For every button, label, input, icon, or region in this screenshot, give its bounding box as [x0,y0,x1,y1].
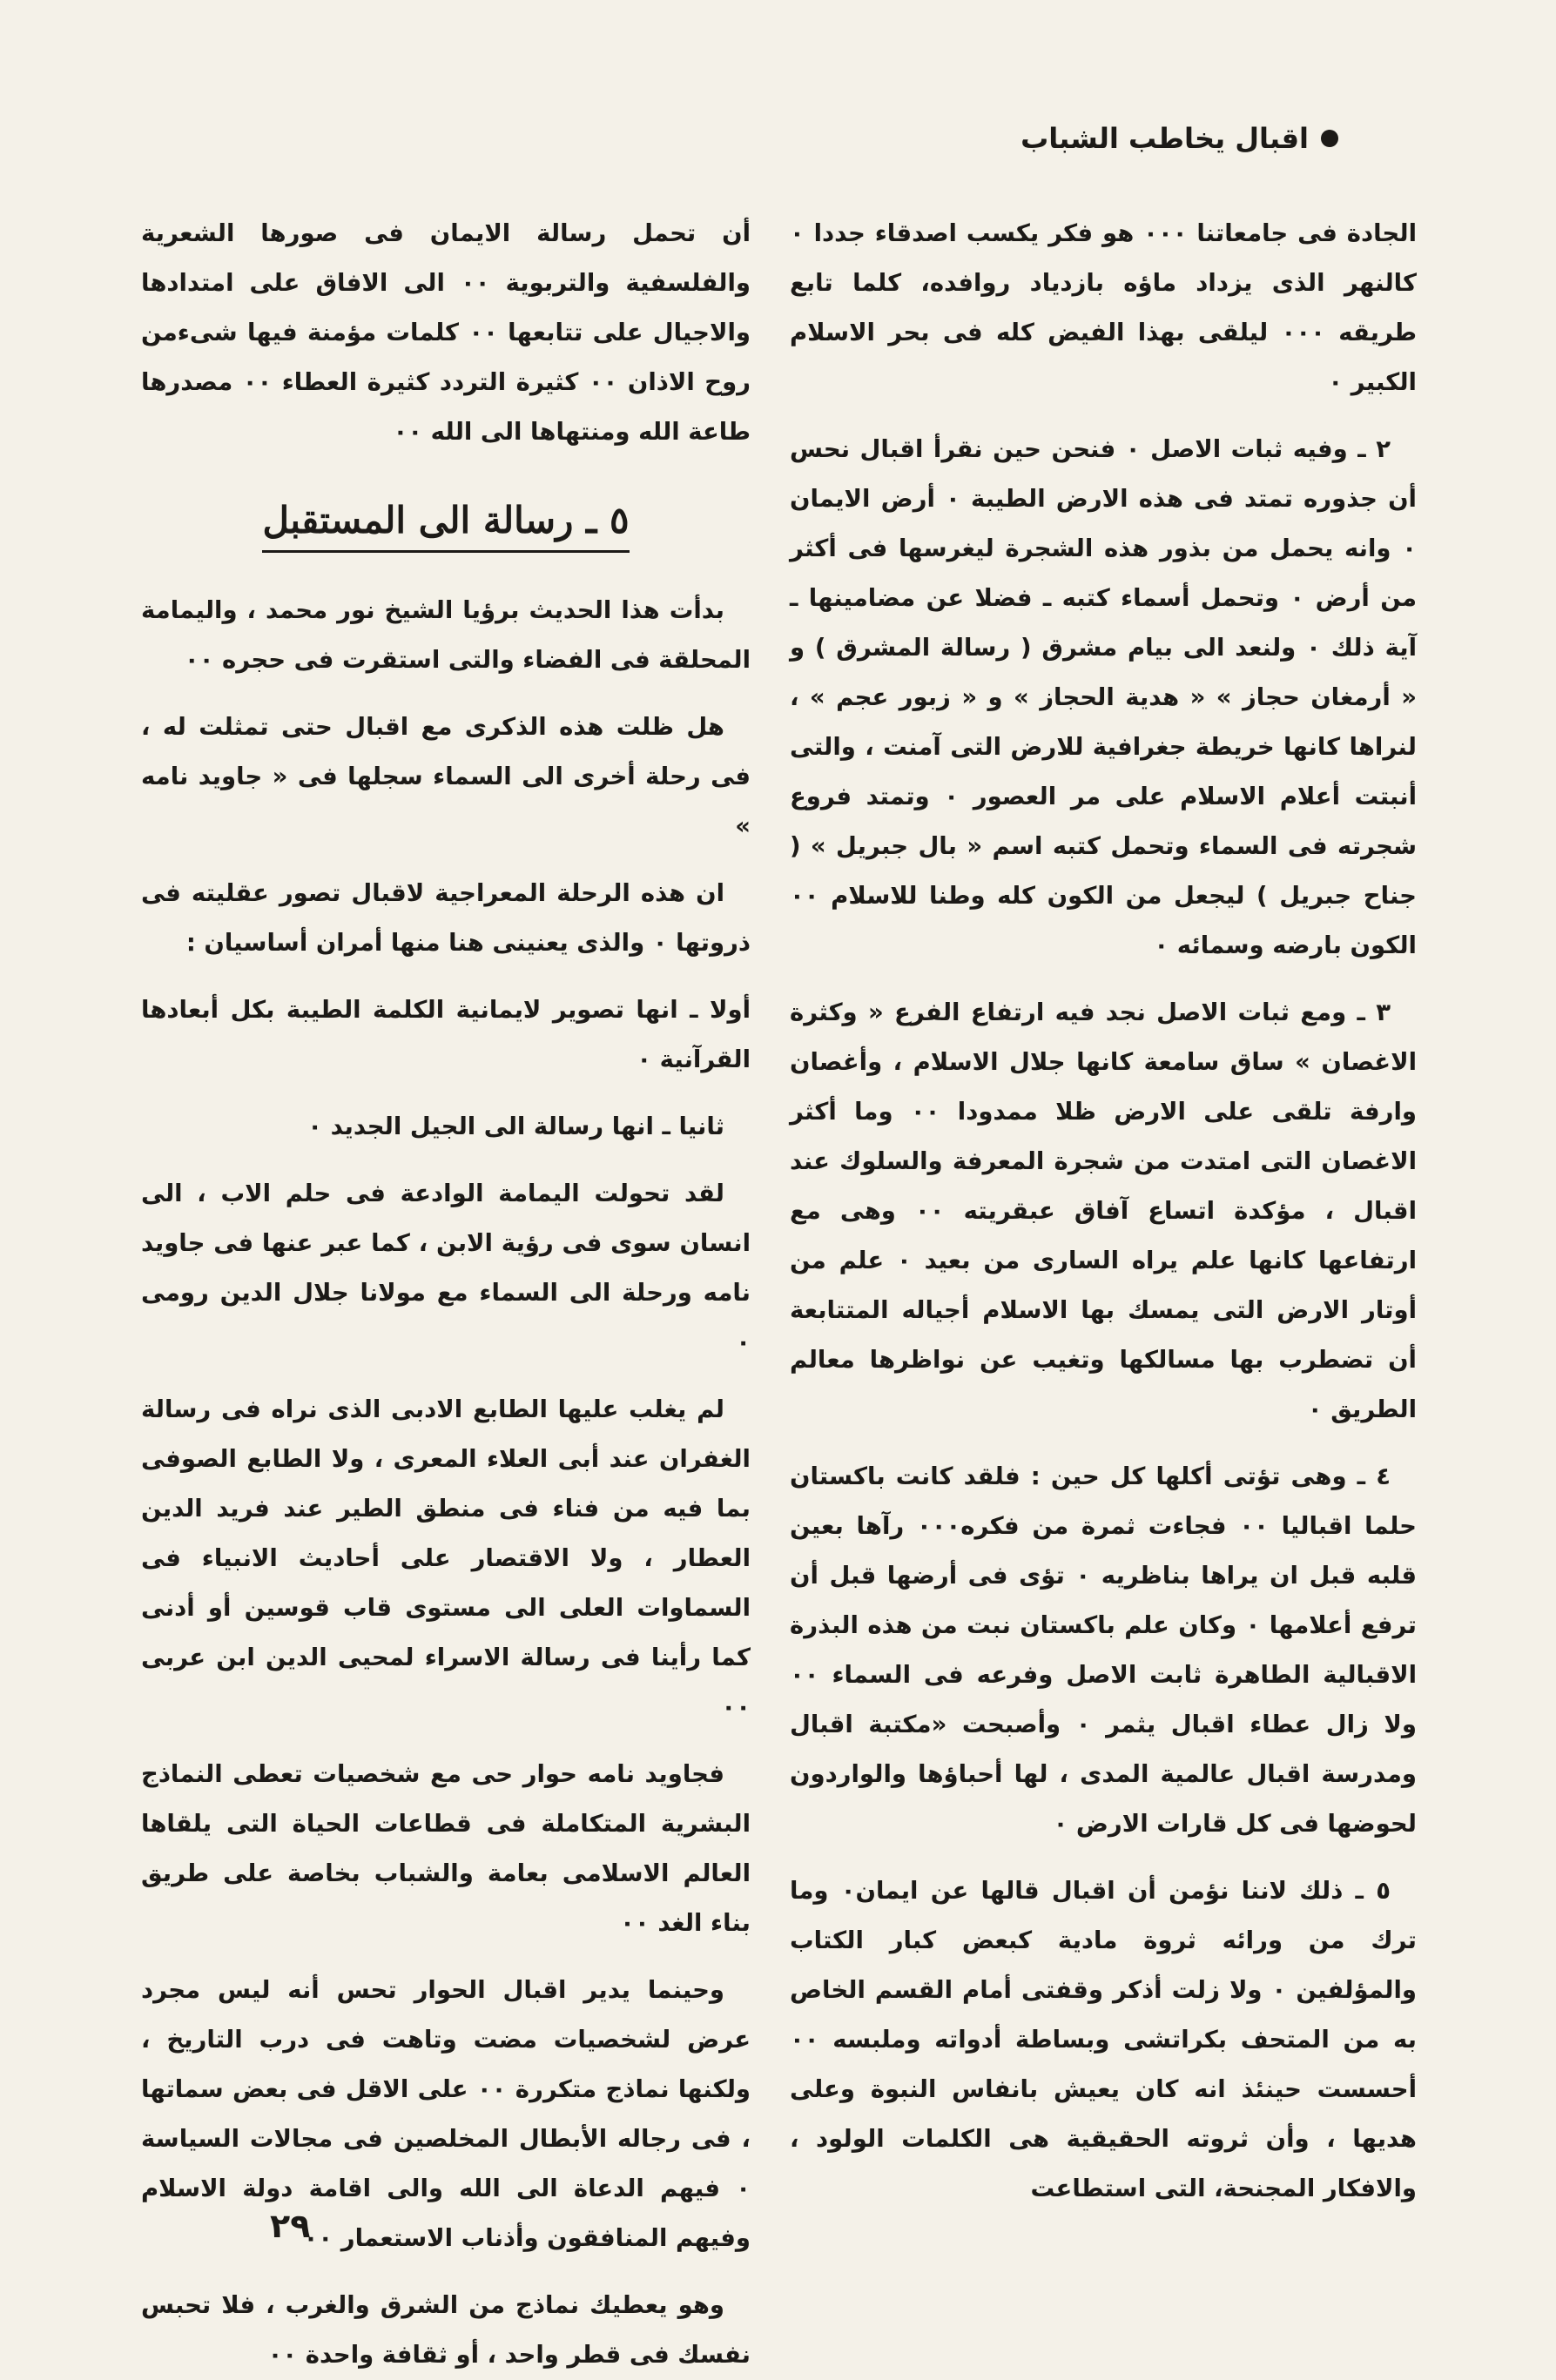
running-header [1020,122,1338,155]
paragraph: ٥ ـ ذلك لاننا نؤمن أن اقبال قالها عن ايمان٠ وما ترك من ورائه ثروة مادية كبعض كبار الكتاب والمؤلفين ٠ ولا زلت أذكر وقفتى أمام القسم الخاص به من المتحف بكراتشى وبساطة أدواته وملبسه ٠٠ أحسست حينئذ انه كان يعيش بانفاس النبوة وعلى هديها ، وأن ثروته الحقيقية هى الكلمات الولود ، والافكار المجنحة، التى استطاعت [790,1877,1417,2202]
paragraph: ٣ ـ ومع ثبات الاصل نجد فيه ارتفاع الفرع « وكثرة الاغصان » ساق سامعة كانها جلال الاسلام ، وأغصان وارفة تلقى على الارض ظلا ممدودا ٠٠ وما أكثر الاغصان التى امتدت من شجرة المعرفة والسلوك عند اقبال ، مؤكدة اتساع آفاق عبقريته ٠٠ وهى مع ارتفاعها كانها علم يراه السارى من بعيد ٠ علم من أوتار الارض التى يمسك بها الاسلام أجياله المتتابعة أن تضطرب بها مسالكها وتغيب عن نواظرها معالم الطريق ٠ [790,998,1418,1423]
paragraph: أن تحمل رسالة الايمان فى صورها الشعرية والفلسفية والتربوية ٠٠ الى الافاق على امتدادها والاجيال على تتابعها ٠٠ كلمات مؤمنة فيها شىءمن روح الاذان ٠٠ كثيرة التردد كثيرة العطاء ٠٠ مصدرها طاعة الله ومنتهاها الى الله ٠٠ [141,219,751,446]
paragraph: لم يغلب عليها الطابع الادبى الذى نراه فى رسالة الغفران عند أبى العلاء المعرى ، ولا الطابع الصوفى بما فيه من فناء فى منطق الطير عند فريد الدين العطار ، ولا الاقتصار على أحاديث الانبياء فى السماوات العلى الى مستوى قاب قوسين أو أدنى كما رأينا فى رسالة الاسراء لمحيى الدين ابن عربى ٠٠ [141,1395,751,1721]
running-title: اقبال يخاطب الشباب [1020,122,1309,155]
paragraph: ثانيا ـ انها رسالة الى الجيل الجديد ٠ [307,1113,724,1140]
paragraph: الجادة فى جامعاتنا ٠٠٠ هو فكر يكسب اصدقاء جددا ٠ كالنهر الذى يزداد ماؤه بازدياد روافده، كلما تابع طريقه ٠٠٠ ليلقى بهذا الفيض كله فى بحر الاسلام الكبير ٠ [790,219,1417,396]
paragraph: ان هذه الرحلة المعراجية لاقبال تصور عقليته فى ذروتها ٠ والذى يعنينى هنا منها أمران أساسيان : [141,879,751,957]
paragraph: أولا ـ انها تصوير لايمانية الكلمة الطيبة بكل أبعادها القرآنية ٠ [141,996,751,1073]
paragraph: وحينما يدير اقبال الحوار تحس أنه ليس مجرد عرض لشخصيات مضت وتاهت فى درب التاريخ ، ولكنها نماذج متكررة ٠٠ على الاقل فى بعض سماتها ، فى رجاله الأبطال المخلصين فى مجالات السياسة ٠ فيهم الدعاة الى الله والى اقامة دولة الاسلام وفيهم المنافقون وأذناب الاستعمار ٠٠ [141,1976,751,2252]
paragraph: هل ظلت هذه الذكرى مع اقبال حتى تمثلت له ، فى رحلة أخرى الى السماء سجلها فى « جاويد نامه » [141,713,751,840]
paragraph: ٤ ـ وهى تؤتى أكلها كل حين : فلقد كانت باكستان حلما اقباليا ٠٠ فجاءت ثمرة من فكره٠٠٠ رآها بعين قلبه قبل ان يراها بناظريه ٠ تؤى فى أرضها قبل أن ترفع أعلامها ٠ وكان علم باكستان نبت من هذه البذرة الاقبالية الطاهرة ثابت الاصل وفرعه فى السماء ٠٠ ولا زال عطاء اقبال يثمر ٠ وأصبحت «مكتبة اقبال ومدرسة اقبال عالمية المدى ، لها أحباؤها والواردون لحوضها فى كل قارات الارض ٠ [790,1462,1417,1838]
paragraph: فجاويد نامه حوار حى مع شخصيات تعطى النماذج البشرية المتكاملة فى قطاعات الحياة التى يلقاها العالم الاسلامى بعامة والشباب بخاصة على طريق بناء الغد ٠٠ [141,1760,751,1937]
section-heading [141,499,751,553]
bullet-icon [1321,130,1338,147]
right-column [790,209,1417,2211]
paragraph: لقد تحولت اليمامة الوادعة فى حلم الاب ، الى انسان سوى فى رؤية الابن ، كما عبر عنها فى جاويد نامه ورحلة الى السماء مع مولانا جلال الدين رومى ٠ [141,1180,751,1356]
section-heading-text: ٥ ـ رسالة الى المستقبل [262,499,629,553]
paragraph: وهو يعطيك نماذج من الشرق والغرب ، فلا تحبس نفسك فى قطر واحد ، أو ثقافة واحدة ٠٠ [141,2291,751,2369]
paragraph: ٢ ـ وفيه ثبات الاصل ٠ فنحن حين نقرأ اقبال نحس أن جذوره تمتد فى هذه الارض الطيبة ٠ أرض الايمان ٠ وانه يحمل من بذور هذه الشجرة ليغرسها فى أكثر من أرض ٠ وتحمل أسماء كتبه ـ فضلا عن مضامينها ـ آية ذلك ٠ ولنعد الى بيام مشرق ( رسالة المشرق ) و « أرمغان حجاز » « هدية الحجاز » و « زبور عجم » ، لنراها كانها خريطة جغرافية للارض التى آمنت ، والتى أنبتت أعلام الاسلام على مر العصور ٠ وتمتد فروع شجرته فى السماء وتحمل كتبه اسم « بال جبريل » ( جناح جبريل ) ليجعل من الكون كله وطنا للاسلام ٠٠ الكون بارضه وسمائه ٠ [790,435,1417,959]
page-number: ٢٩ [270,2207,311,2245]
paragraph: بدأت هذا الحديث برؤيا الشيخ نور محمد ، واليمامة المحلقة فى الفضاء والتى استقرت فى حجره ٠٠ [141,596,751,674]
